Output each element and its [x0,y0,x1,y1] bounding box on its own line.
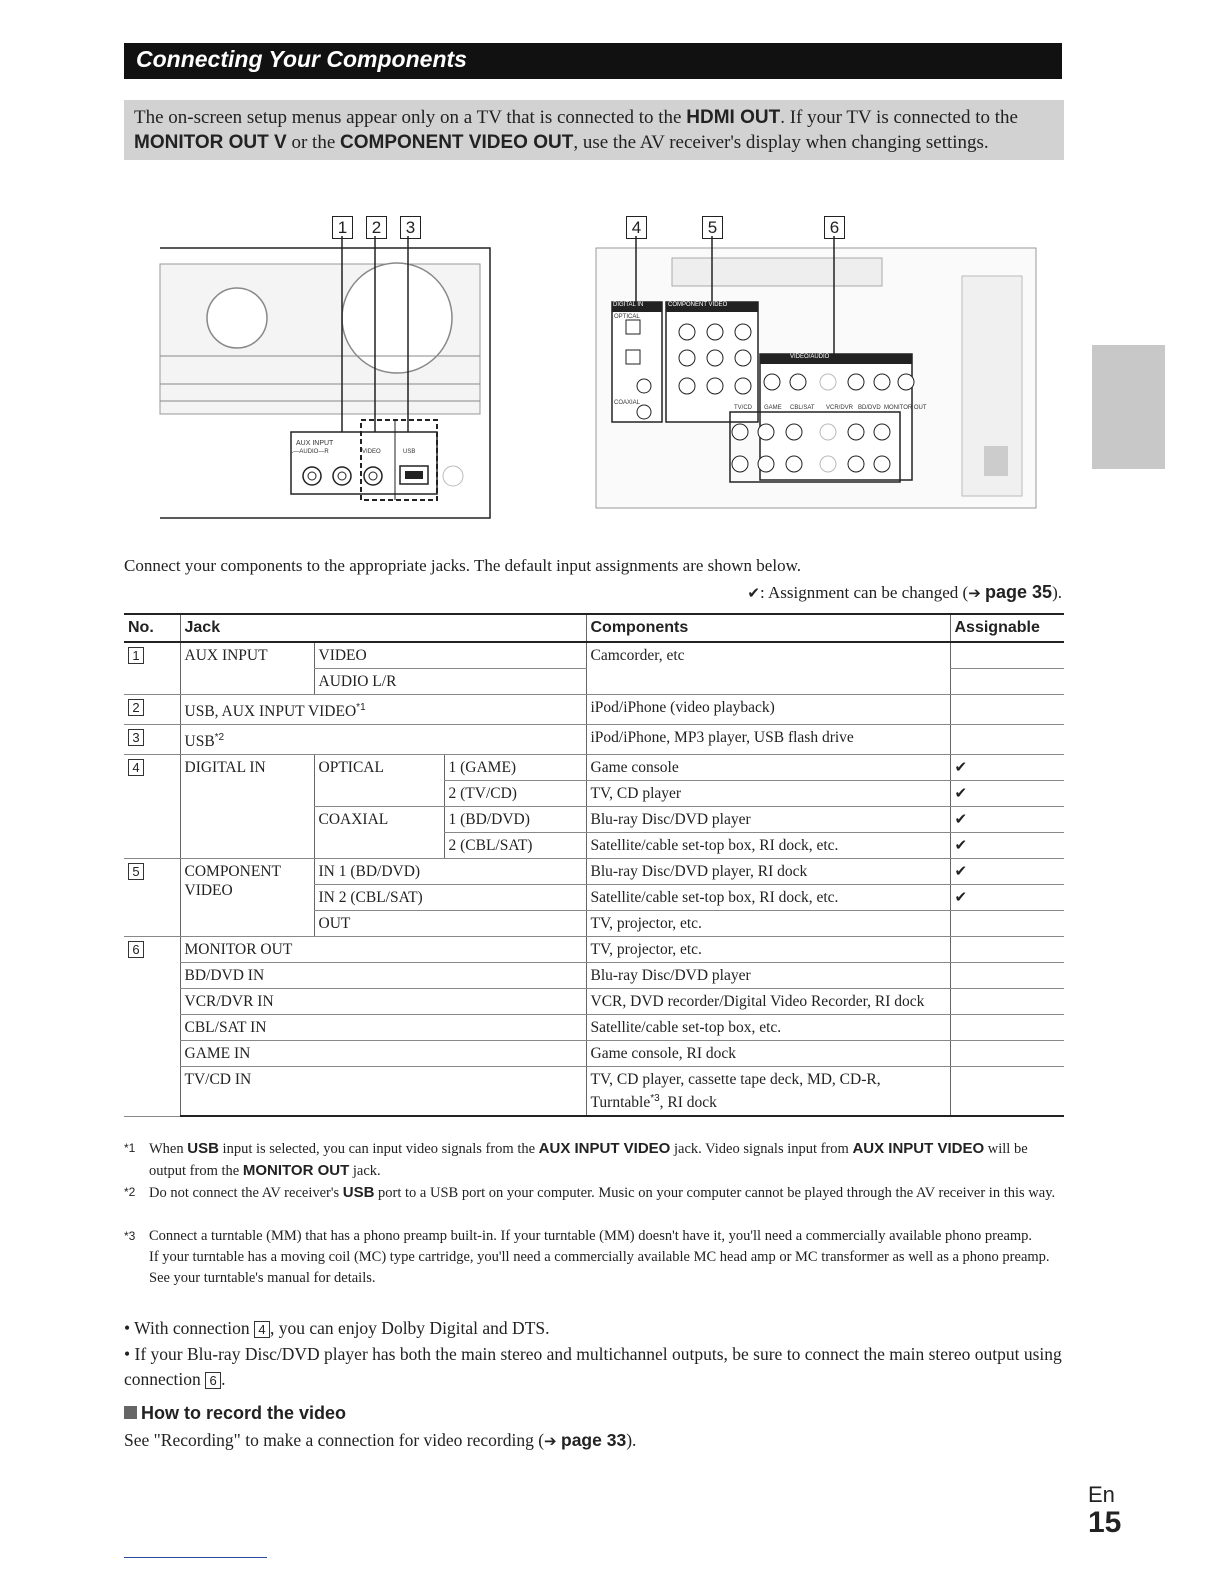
table-header-row [124,614,1064,642]
label-video-audio: VIDEO/AUDIO [790,354,830,360]
input-assignment-table [124,613,1064,1117]
table-row: 5 COMPONENT VIDEO IN 1 (BD/DVD) Blu-ray Disc/DVD player, RI dock ✔ [124,859,1064,885]
howto-heading: How to record the video [124,1403,346,1424]
rear-panel-diagram [592,236,1040,511]
label-audio-lr: L—AUDIO—R [290,449,329,455]
table-row: 6 MONITOR OUT TV, projector, etc. [124,937,1064,963]
table-row: 4 DIGITAL IN OPTICAL 1 (GAME) Game console ✔ [124,755,1064,781]
language-label: En [1088,1482,1115,1507]
table-row: IN 2 (CBL/SAT) Satellite/cable set-top box, RI dock, etc. ✔ [124,885,1064,911]
header-no: No. [124,614,180,642]
table-row: AUDIO L/R [124,669,1064,695]
table-row: 2 (TV/CD) TV, CD player ✔ [124,781,1064,807]
side-tab [1092,345,1165,469]
rear-input-label: MONITOR OUT [884,405,927,411]
footnote-3: *3 Connect a turntable (MM) that has a phono preamp built-in. If your turntable (MM) doesn't have it, you'll need a commercially available phono preamp. If your turntable has a moving coil (MC) type cartridge, you'll need a commercially available MC head amp or MC transformer as well as a phono preamp. See your turntable's manual for details. [124,1228,1050,1286]
footnote-2: *2 Do not connect the AV receiver's USB port to a USB port on your computer. Music on your computer cannot be played through the AV receiver in this way. [124,1184,1056,1201]
callout-1: 1 [332,216,353,239]
header-assignable: Assignable [950,614,1064,642]
intro-text: Connect your components to the appropriate jacks. The default input assignments are shown below. [124,556,802,575]
section-title-bar [124,43,1062,79]
label-usb: USB [403,449,416,455]
onscreen-setup-notice: The on-screen setup menus appear only on a TV that is connected to the HDMI OUT. If your TV is connected to the MONITOR OUT V or the COMPONENT VIDEO OUT, use the AV receiver's display when changing settings. [124,100,1064,160]
howto-body: See "Recording" to make a connection for video recording (➔ page 33). [124,1430,637,1450]
table-row: 1 AUX INPUT VIDEO Camcorder, etc [124,642,1064,669]
bottom-rule [124,1557,267,1558]
callout-6: 6 [824,216,845,239]
page-number: 15 [1088,1506,1122,1539]
table-row: BD/DVD IN Blu-ray Disc/DVD player [124,963,1064,989]
footnote-1: *1 When USB input is selected, you can input video signals from the AUX INPUT VIDEO jack. Video signals input from AUX INPUT VIDEO will be output from the MONITOR OUT jack. [124,1140,1028,1179]
label-video: VIDEO [362,449,381,455]
rear-input-label: CBL/SAT [790,405,815,411]
callout-2: 2 [366,216,387,239]
table-row: 2 (CBL/SAT) Satellite/cable set-top box, RI dock, etc. ✔ [124,833,1064,859]
rear-input-label: GAME [764,405,782,411]
bullet-main-stereo: • If your Blu-ray Disc/DVD player has both the main stereo and multichannel outputs, be sure to connect the main stereo output using connection 6 . [124,1344,1062,1389]
table-row: TV/CD IN TV, CD player, cassette tape deck, MD, CD-R, Turntable$^{*3}$, RI dock [124,1067,1064,1117]
section-title: Connecting Your Components [136,46,467,72]
square-bullet-icon [124,1406,137,1419]
table-row: GAME IN Game console, RI dock [124,1041,1064,1067]
table-row: 3 USB$^{*2}$ iPod/iPhone, MP3 player, USB flash drive [124,725,1064,755]
table-row: VCR/DVR IN VCR, DVD recorder/Digital Video Recorder, RI dock [124,989,1064,1015]
rear-input-label: BD/DVD [858,405,881,411]
page-35-link[interactable]: page 35 [985,582,1053,602]
label-optical: OPTICAL [614,314,640,320]
callout-3: 3 [400,216,421,239]
callout-5: 5 [702,216,723,239]
rear-input-label: VCR/DVR [826,405,854,411]
label-digital-in: DIGITAL IN [613,302,644,308]
label-coaxial: COAXIAL [614,400,641,406]
rear-input-label: TV/CD [734,405,752,411]
callout-4: 4 [626,216,647,239]
label-aux-input: AUX INPUT [296,440,334,447]
label-component-video: COMPONENT VIDEO [668,302,728,308]
table-row: OUT TV, projector, etc. [124,911,1064,937]
front-panel-diagram [155,236,495,522]
table-row: COAXIAL 1 (BD/DVD) Blu-ray Disc/DVD player ✔ [124,807,1064,833]
bullet-dolby: • With connection 4 , you can enjoy Dolby Digital and DTS. [124,1318,550,1338]
assignment-note: ✔: Assignment can be changed (➔ page 35). [747,582,1062,602]
table-row: CBL/SAT IN Satellite/cable set-top box, etc. [124,1015,1064,1041]
table-row: 2 USB, AUX INPUT VIDEO$^{*1}$ iPod/iPhone (video playback) [124,695,1064,725]
page-33-link[interactable]: page 33 [561,1430,627,1450]
header-components: Components [586,614,950,642]
header-jack: Jack [180,614,586,642]
